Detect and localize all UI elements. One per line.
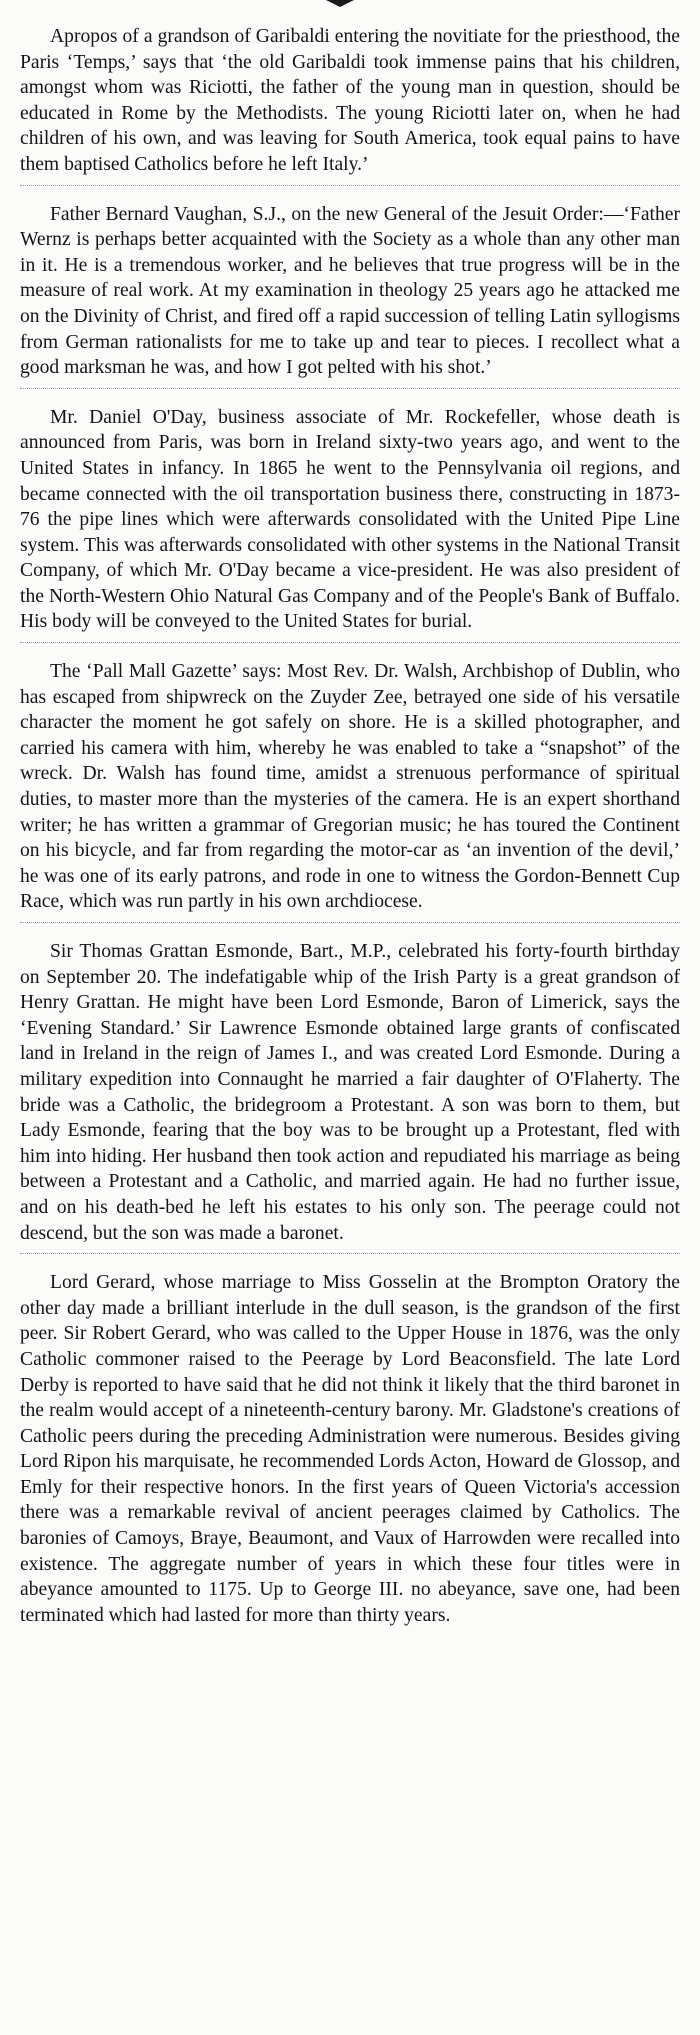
paragraph-separator [20, 922, 680, 933]
paragraph-separator [20, 1253, 680, 1264]
paragraph-separator [20, 185, 680, 196]
news-column [20, 24, 680, 1628]
paragraph-vaughan: Father Bernard Vaughan, S.J., on the new General of the Jesuit Order:—‘Father Wernz is perhaps better acquainted with the Society as a whole than any other man in it. He is a tremendous worker, and he believes that true progress will be in the measure of real work. At my examination in theology 25 years ago he attacked me on the Divinity of Christ, and fired off a rapid succession of telling Latin syllogisms from German rationalists for me to take up and tear to pieces. I recollect what a good marksman he was, and how I got pelted with his shot.’ [20, 203, 680, 379]
paragraph-oday: Mr. Daniel O'Day, business associate of Mr. Rockefeller, whose death is announced from Paris, was born in Ireland sixty-two years ago, and went to the United States in infancy. In 1865 he went to the Pennsylvania oil regions, and became connected with the oil transportation business there, constructing in 1873-76 the pipe lines which were afterwards consolidated with the United Pipe Line system. This was afterwards consolidated with other systems in the National Transit Company, of which Mr. O'Day became a vice-president. He was also president of the North-Western Ohio Natural Gas Company and of the People's Bank of Buffalo. His body will be conveyed to the United States for burial. [20, 406, 680, 633]
paragraph-gerard: Lord Gerard, whose marriage to Miss Gosselin at the Brompton Oratory the other day made a brilliant interlude in the dull season, is the grandson of the first peer. Sir Robert Gerard, who was called to the Upper House in 1876, was the only Catholic commoner raised to the Peerage by Lord Beaconsfield. The late Lord Derby is reported to have said that he did not think it likely that the third baronet in the realm would accept of a nineteenth-century barony. Mr. Gladstone's creations of Catholic peers during the preceding Administration were numerous. Besides giving Lord Ripon his marquisate, he recommended Lords Acton, Howard de Glossop, and Emly for their respective honors. In the first years of Queen Victoria's accession there was a remarkable revival of ancient peerages claimed by Catholics. The baronies of Camoys, Braye, Beaumont, and Vaux of Harrowden were recalled into existence. The aggregate number of years in which these four titles were in abeyance amounted to 1175. Up to George III. no abeyance, save one, had been terminated which had lasted for more than thirty years. [20, 1272, 680, 1626]
paragraph-esmonde: Sir Thomas Grattan Esmonde, Bart., M.P., celebrated his forty-fourth birthday on September 20. The indefatigable whip of the Irish Party is a great grandson of Henry Grattan. He might have been Lord Esmonde, Baron of Limerick, says the ‘Evening Standard.’ Sir Lawrence Esmonde obtained large grants of confiscated land in Ireland in the reign of James I., and was created Lord Esmonde. During a military expedition into Connaught he married a fair daughter of O'Flaherty. The bride was a Catholic, the bridegroom a Protestant. A son was born to them, but Lady Esmonde, fearing that the boy was to be brought up a Protestant, fled with him into hiding. Her husband then took action and repudiated his marriage as being between a Protestant and a Catholic, and married again. He had no further issue, and on his death-bed he left his estates to his only son. The peerage could not descend, but the son was made a baronet. [20, 941, 680, 1244]
paragraph-separator [20, 388, 680, 399]
paragraph-walsh: The ‘Pall Mall Gazette’ says: Most Rev. Dr. Walsh, Archbishop of Dublin, who has escaped from shipwreck on the Zuyder Zee, betrayed one side of his versatile character the moment he got safely on shore. He is a skilled photographer, and carried his camera with him, whereby he was enabled to take a “snapshot” of the wreck. Dr. Walsh has found time, amidst a strenuous performance of spiritual duties, to master more than the mysteries of the camera. He is an expert shorthand writer; he has written a grammar of Gregorian music; he has toured the Continent on his bicycle, and far from regarding the motor-car as ‘an invention of the devil,’ he was one of its early patrons, and rode in one to witness the Gordon-Bennett Cup Race, which was run partly in his own archdiocese. [20, 661, 680, 913]
column-top-marker [326, 0, 354, 7]
paragraph-garibaldi: Apropos of a grandson of Garibaldi entering the novitiate for the priesthood, the Paris ‘Temps,’ says that ‘the old Garibaldi took immense pains that his children, amongst whom was Riciotti, the father of the young man in question, should be educated in Rome by the Methodists. The young Riciotti later on, when he had children of his own, and was leaving for South America, took equal pains to have them baptised Catholics before he left Italy.’ [20, 26, 680, 175]
paragraph-separator [20, 642, 680, 653]
